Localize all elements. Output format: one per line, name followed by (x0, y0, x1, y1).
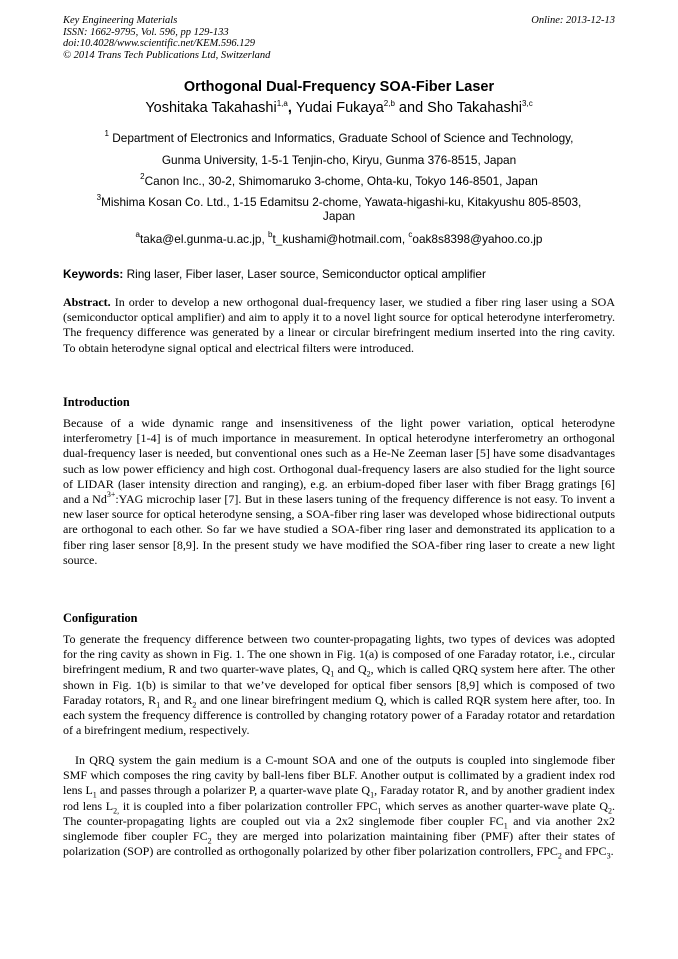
author-name: Yudai Fukaya (295, 100, 384, 116)
journal-header (63, 15, 270, 61)
author-name: Sho Takahashi (427, 100, 523, 116)
journal-copyright: © 2014 Trans Tech Publications Ltd, Switzerland (63, 49, 271, 61)
section-heading-configuration: Configuration (63, 611, 138, 625)
email-link[interactable]: t_kushami@hotmail.com, (272, 232, 409, 246)
author-list (0, 100, 678, 116)
affiliation-3-country: Japan (322, 209, 356, 223)
affiliation-3: $^3$Mishima Kosan Co. Ltd., 1-15 Edamitsu 2-chome, Yawata-higashi-ku, Kitakyushu 805-8503, (96, 193, 582, 209)
affiliation-1: $^1$ Department of Electronics and Informatics, Graduate School of Science and Technology, (104, 129, 574, 145)
author-affiliation-mark: 2,b (383, 99, 395, 108)
author-separator: , (287, 100, 296, 116)
journal-name: Key Engineering Materials (63, 15, 178, 26)
affiliation-1-address: Gunma University, 1-5-1 Tenjin-cho, Kiryu, Gunma 376-8515, Japan (161, 153, 517, 167)
author-affiliation-mark: 3,c (522, 99, 533, 108)
journal-doi: doi:10.4028/www.scientific.net/KEM.596.129 (63, 38, 255, 49)
abstract-text: In order to develop a new orthogonal dual-frequency laser, we studied a fiber ring laser using a SOA (semiconductor optical amplifier) and aim to apply it to a novel light source for optical heterodyne interferometry. The frequency difference was generated by a linear or circular birefringent medium inserted into the ring cavity. To obtain heterodyne signal optical and electrical filters were introduced. (63, 295, 615, 355)
section-heading-introduction: Introduction (63, 395, 130, 409)
paper-title: Orthogonal Dual-Frequency SOA-Fiber Laser (183, 79, 495, 95)
keywords (63, 267, 615, 281)
affiliation-2: $^2$Canon Inc., 30-2, Shimomaruko 3-chome, Ohta-ku, Tokyo 146-8501, Japan (140, 172, 538, 188)
author-affiliation-mark: 1,a (276, 99, 288, 108)
email-link[interactable]: oak8s8398@yahoo.co.jp (412, 232, 543, 246)
journal-issn: ISSN: 1662-9795, Vol. 596, pp 129-133 (63, 26, 229, 38)
introduction-paragraph: Because of a wide dynamic range and insensitiveness of the light power variation, optical heterodyne interferometry [1-4] is of much importance in measurement. In optical heterodyne interferometry an orthogonal dual-frequency laser is needed, but conventional ones such as a He-Ne Zeeman laser [5] have some disadvantages such as low power efficiency and high cost. Orthogonal dual-frequency lasers are also studied for the light source of LIDAR (laser intensity direction and ranging), e.g. an erbium-doped fiber laser with fiber Bragg gratings [6] and a $Nd^{3+}:YAG$ microchip laser [7]. But in these lasers tuning of the frequency difference is not easy. To invent a new laser source for optical heterodyne sensing, a SOA-fiber ring laser was developed whose bidirectional outputs are orthogonal to each other. So far we have studied a SOA-fiber ring laser and demonstrated its application to a fiber ring laser sensor [8,9]. In the present study we have modified the SOA-fiber ring laser to create a new light source. (63, 416, 615, 567)
author-separator: and (394, 100, 428, 116)
author-emails: $^a$taka@el.gunma-u.ac.jp, $^b$t_kushami@hotmail.com, $^c$oak8s8398@yahoo.co.jp (135, 230, 543, 246)
abstract-label: Abstract. (63, 295, 111, 309)
configuration-paragraph-1: To generate the frequency difference between two counter-propagating lights, two types of devices was adopted for the ring cavity as shown in Fig. 1. The one shown in Fig. 1(a) is composed of one Faraday rotator, i.e., circular birefringent medium, R and two quarter-wave plates, $Q_1$ and $Q_2$, which is called QRQ system here after. The other shown in Fig. 1(b) is similar to that we’ve developed for optical fiber sensors [8,9] which is composed of two Faraday rotators, $R_1$ and $R_2$ and one linear birefringent medium Q, which is called RQR system here after, too. In each system the frequency difference is controlled by changing rotatory power of a Faraday rotator and retardation of a birefringent medium, respectively. (63, 632, 615, 738)
online-date: Online: 2013-12-13 (531, 15, 615, 26)
keywords-text: Ring laser, Fiber laser, Laser source, Semiconductor optical amplifier (123, 267, 486, 281)
abstract (63, 295, 615, 356)
author-name: Yoshitaka Takahashi (145, 100, 277, 116)
configuration-paragraph-2: In QRQ system the gain medium is a C-mount SOA and one of the outputs is coupled into singlemode fiber SMF which composes the ring cavity by ball-lens fiber BLF. Another output is collimated by a gradient index rod lens $L_1$ and passes through a polarizer P, a quarter-wave plate $Q_1$, Faraday rotator R, and by another gradient index rod lens $L_{2,}$ it is coupled into a fiber polarization controller $FPC_1$ which serves as another quarter-wave plate $Q_2$. The counter-propagating lights are coupled out via a 2x2 singlemode fiber coupler $FC_1$ and via another 2x2 singlemode fiber coupler $FC_2$ they are merged into polarization maintaining fiber (PMF) after their states of polarization (SOP) are controlled as orthogonally polarized by other fiber polarization controllers, $FPC_2$ and $FPC_3$. (63, 753, 616, 861)
email-link[interactable]: taka@el.gunma-u.ac.jp, (140, 232, 269, 246)
keywords-label: Keywords: (63, 267, 124, 281)
